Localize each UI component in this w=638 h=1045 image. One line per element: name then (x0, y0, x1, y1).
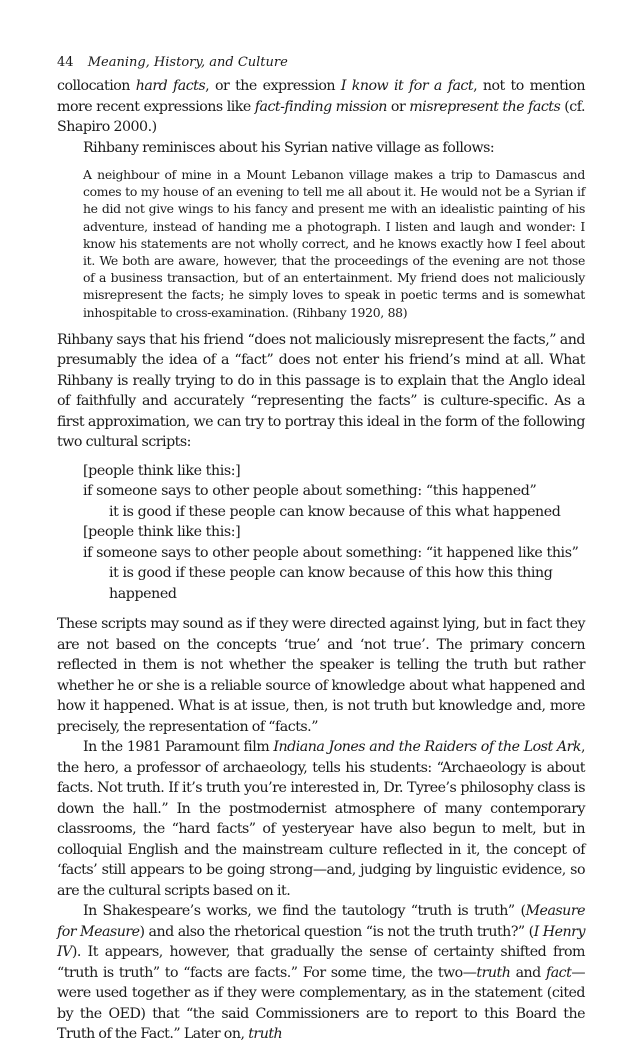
term-misrepresent-the-facts: misrepresent the facts (409, 98, 561, 115)
paragraph-1: collocation hard facts, or the expression I know it for a fact, not to mention more recent expressions like fact-finding mission or misrepresent the facts (cf. Shapiro 2000.) (57, 78, 586, 135)
block-quote: A neighbour of mine in a Mount Lebanon village makes a trip to Damascus and comes to my house of an evening to tell me all about it. He would not be a Syrian if he did not give wings to his fancy and present me with an idealistic painting of his adventure, instead of handing me a photograph. I listen and laugh and wonder: I know his statements are not wholly correct, and he knows exactly how I feel about it. We both are aware, however, that the proceedings of the evening are not those of a business transaction, but of an entertainment. My friend does not maliciously misrepresent the facts; he simply loves to speak in poetic terms and is somewhat inhospitable to cross-examination. (Rihbany 1920, 88) (83, 167, 585, 320)
work-title-henry-iv: I Henry IV (57, 923, 585, 961)
book-page (57, 52, 585, 1045)
term-fact-finding-mission: fact-finding mission (254, 98, 387, 115)
script-line: if someone says to other people about something: “it happened like this” (83, 544, 579, 561)
term-hard-facts: hard facts (135, 78, 206, 94)
paragraph-5: In the 1981 Paramount film Indiana Jones and the Raiders of the Lost Ark, the hero, a professor of archaeology, tells his students: “Archaeology is about facts. Not truth. If it’s truth you’re interested in, Dr. Tyree’s philosophy class is down the hall.” In the postmodernist atmosphere of many contemporary classrooms, the “hard facts” of yesteryear have also begun to melt, but in colloquial English and the mainstream culture reflected in it, the concept of ‘facts’ still appears to be going strong—and, judging by linguistic evidence, so are the cultural scripts based on it. (57, 739, 585, 899)
running-header (57, 52, 585, 74)
term-truth-end: truth (248, 1026, 283, 1043)
cultural-scripts (83, 461, 585, 605)
script-line: happened (109, 585, 177, 602)
script-line: [people think like this:] (83, 462, 241, 479)
term-truth: truth (476, 964, 511, 981)
script-line: it is good if these people can know because of this how this thing (109, 565, 553, 582)
paragraph-4: These scripts may sound as if they were directed against lying, but in fact they are not based on the concepts ‘true’ and ‘not true’. The primary concern reflected in them is not whether the speaker is telling the truth but rather whether he or she is a reliable source of knowledge about what happened and how it happened. What is at issue, then, is not truth but knowledge and, more precisely, the representation of “facts.” (57, 616, 585, 735)
script-line: it is good if these people can know because of this what happened (109, 503, 561, 520)
paragraph-2: Rihbany reminisces about his Syrian native village as follows: (83, 139, 495, 156)
term-know-it-for-a-fact: I know it for a fact (340, 78, 474, 94)
film-title: Indiana Jones and the Raiders of the Lost Ark (273, 739, 581, 756)
term-fact: fact (545, 964, 572, 981)
paragraph-3: Rihbany says that his friend “does not maliciously misrepresent the facts,” and presumably the idea of a “fact” does not enter his friend’s mind at all. What Rihbany is really trying to do in this passage is to explain that the Anglo ideal of faithfully and accurately “representing the facts” is culture-specific. As a first approximation, we can try to portray this ideal in the form of the following two cultural scripts: (57, 331, 585, 451)
paragraph-6: In Shakespeare’s works, we find the tautology “truth is truth” (Measure for Measure) and also the rhetorical question “is not the truth truth?” (I Henry IV). It appears, however, that gradually the sense of certainty shifted from “truth is truth” to “facts are facts.” For some time, the two—truth and fact—were used together as if they were complementary, as in the statement (cited by the OED) that “the said Commissioners are to report to this Board the Truth of the Fact.” Later on, truth (57, 903, 585, 1043)
script-line: [people think like this:] (83, 524, 241, 541)
script-line: if someone says to other people about something: “this happened” (83, 483, 537, 500)
running-title: Meaning, History, and Culture (87, 55, 288, 70)
page-number: 44 (57, 55, 74, 70)
work-title-measure-for-measure: Measure for Measure (57, 903, 585, 940)
